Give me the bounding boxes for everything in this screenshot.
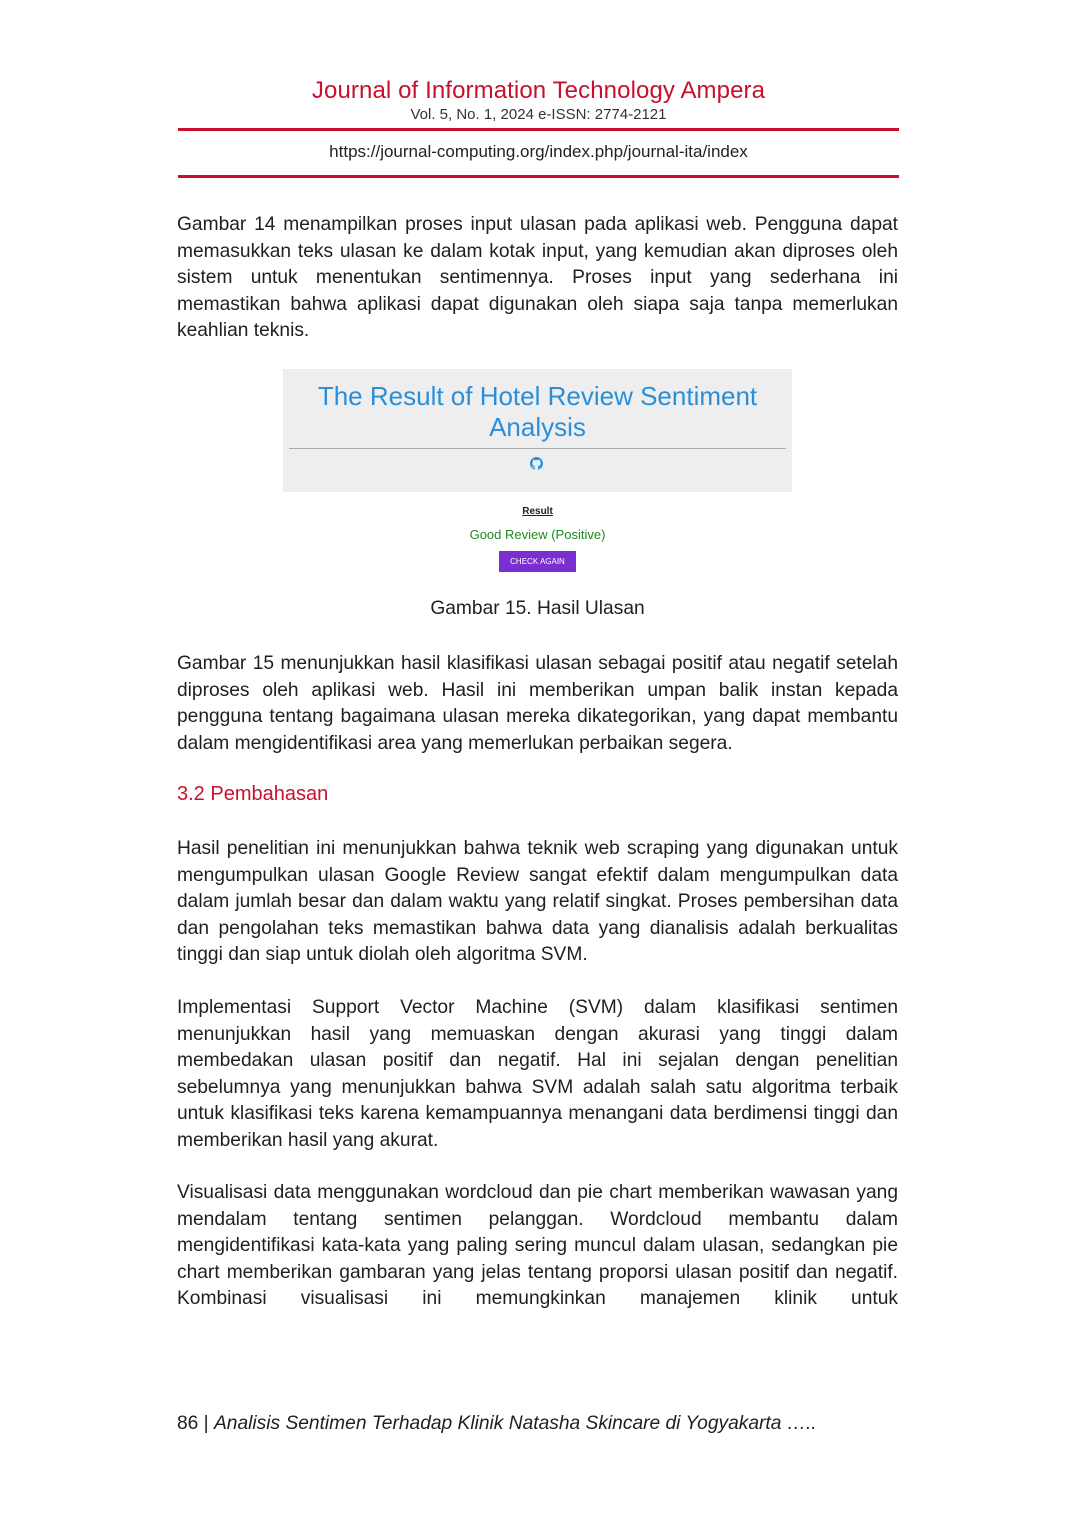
paragraph-discussion-1: Hasil penelitian ini menunjukkan bahwa teknik web scraping yang digunakan untuk mengumpulkan ulasan Google Review sangat efektif dalam mengumpulkan data dalam jumlah besar dan dalam waktu yang relatif singkat. Proses pembersihan data dan pengolahan teks memastikan bahwa data yang dianalisis adalah berkualitas tinggi dan siap untuk diolah oleh algoritma SVM. bbox=[177, 838, 898, 965]
footer-separator: | bbox=[198, 1413, 214, 1434]
figure-app-header bbox=[283, 369, 792, 492]
header-rule-bottom bbox=[178, 175, 899, 178]
page-number: 86 bbox=[177, 1413, 199, 1434]
journal-title: Journal of Information Technology Ampera bbox=[311, 77, 766, 104]
header-rule-top bbox=[178, 128, 899, 131]
result-value: Good Review (Positive) bbox=[469, 527, 606, 542]
github-icon[interactable] bbox=[530, 457, 543, 470]
journal-volume: Vol. 5, No. 1, 2024 e-ISSN: 2774-2121 bbox=[410, 106, 667, 123]
section-heading: 3.2 Pembahasan bbox=[177, 783, 329, 805]
page-footer bbox=[177, 1413, 817, 1435]
paragraph-discussion-2: Implementasi Support Vector Machine (SVM) dalam klasifikasi sentimen menunjukkan hasil yang memuaskan dengan akurasi yang tinggi dalam membedakan ulasan positif dan negatif. Hal ini sejalan dengan penelitian sebelumnya yang menunjukkan bahwa SVM adalah salah satu algoritma terbaik untuk klasifikasi teks karena kemampuannya menangani data berdimensi tinggi dan memberikan hasil yang akurat. bbox=[177, 997, 898, 1151]
app-divider bbox=[289, 448, 786, 449]
paragraph-figure14-description: Gambar 14 menampilkan proses input ulasan pada aplikasi web. Pengguna dapat memasukkan teks ulasan ke dalam kotak input, yang kemudian akan diproses oleh sistem untuk menentukan sentimennya. Proses input yang sederhana ini memastikan bahwa aplikasi dapat digunakan oleh siapa saja tanpa memerlukan keahlian teknis. bbox=[177, 214, 898, 341]
journal-header bbox=[178, 76, 899, 124]
paragraph-figure15-description: Gambar 15 menunjukkan hasil klasifikasi ulasan sebagai positif atau negatif setelah diproses oleh aplikasi web. Hasil ini memberikan umpan balik instan kepada pengguna tentang bagaimana ulasan mereka dikategorikan, yang dapat membantu dalam mengidentifikasi area yang memerlukan perbaikan segera. bbox=[177, 653, 898, 754]
app-title: The Result of Hotel Review Sentiment Analysis bbox=[317, 381, 758, 442]
result-label: Result bbox=[522, 506, 553, 517]
check-again-button[interactable]: CHECK AGAIN bbox=[499, 551, 576, 572]
running-head: Analisis Sentimen Terhadap Klinik Natasha Skincare di Yogyakarta ….. bbox=[214, 1413, 817, 1434]
figure-caption: Gambar 15. Hasil Ulasan bbox=[430, 598, 645, 619]
journal-url: https://journal-computing.org/index.php/journal-ita/index bbox=[329, 142, 748, 161]
paragraph-discussion-3: Visualisasi data menggunakan wordcloud dan pie chart memberikan wawasan yang mendalam tentang sentimen pelanggan. Wordcloud membantu dalam mengidentifikasi kata-kata yang paling sering muncul dalam ulasan, sedangkan pie chart memberikan gambaran yang jelas tentang proporsi ulasan positif dan negatif. Kombinasi visualisasi ini memungkinkan manajemen klinik untuk bbox=[177, 1182, 898, 1309]
